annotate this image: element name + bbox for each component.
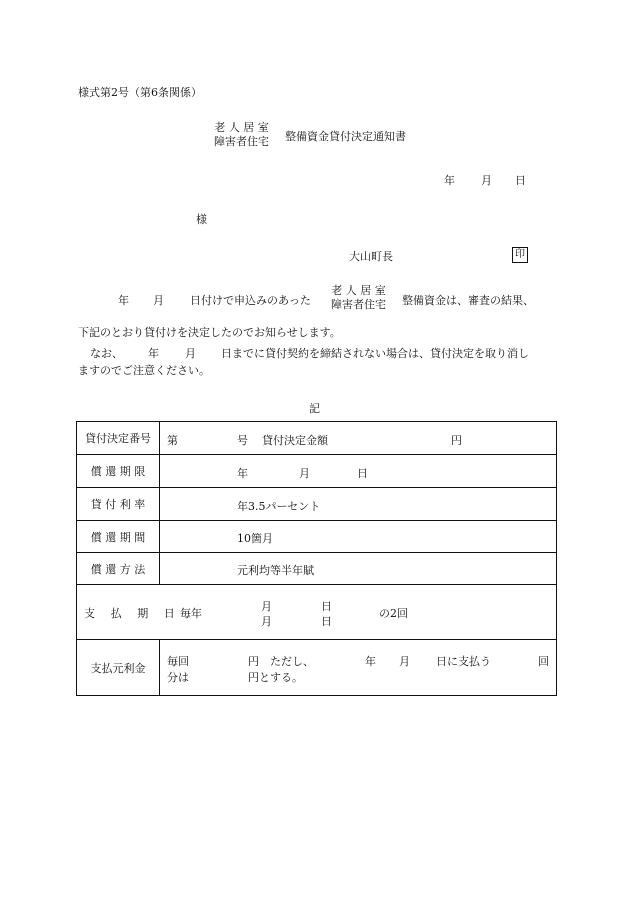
payment-month2: 月 [261, 615, 272, 628]
form-number: 様式第2号（第6条関係） [78, 86, 202, 99]
deadline-day: 日 [357, 467, 368, 480]
title-stack-bottom: 障害者住宅 [214, 135, 269, 148]
date-day: 日 [515, 174, 526, 187]
pi-month: 月 [399, 655, 410, 668]
decision-go: 号 [237, 434, 248, 447]
table-row-principal-interest [77, 640, 557, 696]
body-line1-tail: 整備資金は、審査の結果、 [402, 294, 534, 307]
repayment-period-text: 10箇月 [237, 532, 273, 545]
table-row-repayment-period [77, 521, 557, 553]
value-repayment-period [160, 521, 557, 553]
recipient-honorific: 様 [196, 213, 207, 226]
decision-yen: 円 [451, 434, 462, 447]
body-line3-year: 年 [148, 347, 159, 360]
deadline-year: 年 [237, 467, 248, 480]
deadline-month: 月 [299, 467, 310, 480]
value-payment-dates [77, 585, 557, 640]
body-stack [331, 284, 386, 312]
pi-kai: 回 [538, 655, 549, 668]
decision-amount-label: 貸付決定金額 [262, 434, 328, 447]
pi-year: 年 [365, 655, 376, 668]
value-repayment-method [160, 553, 557, 585]
body-line3-prefix: なお、 [90, 347, 123, 360]
body-month: 月 [153, 294, 164, 307]
pi-yen-end: 円とする。 [248, 671, 303, 684]
label-repayment-method: 償 還 方 法 [77, 553, 160, 585]
body-stack-bottom: 障害者住宅 [331, 298, 386, 311]
payment-month1: 月 [261, 600, 272, 613]
label-payment-dates: 支 払 期 日 [84, 607, 181, 620]
pi-each: 毎回 [167, 655, 189, 668]
value-repayment-deadline [160, 455, 557, 488]
label-interest-rate: 貸 付 利 率 [77, 488, 160, 521]
body-stack-top: 老 人 居 室 [331, 284, 386, 297]
label-decision-number: 貸付決定番号 [77, 422, 160, 455]
body-line3-text: 日までに貸付契約を締結されない場合は、貸付決定を取り消し [221, 347, 529, 360]
title-stack-top: 老 人 居 室 [214, 121, 269, 134]
issuer-name: 大山町長 [349, 250, 393, 263]
payment-day1: 日 [321, 600, 332, 613]
value-interest-rate [160, 488, 557, 521]
table-row-interest-rate [77, 488, 557, 521]
repayment-method-text: 元利均等半年賦 [237, 564, 314, 577]
pi-bun: 分は [167, 671, 189, 684]
date-year: 年 [444, 174, 455, 187]
loan-details-table [76, 421, 557, 696]
label-repayment-deadline: 償 還 期 限 [77, 455, 160, 488]
body-line1-text: 日付けで申込みのあった [190, 294, 311, 307]
table-row-repayment-deadline [77, 455, 557, 488]
value-decision-number [160, 422, 557, 455]
decision-dai: 第 [167, 434, 178, 447]
interest-rate-text: 年3.5パーセント [237, 500, 321, 513]
payment-times: の2回 [379, 607, 408, 620]
date-month: 月 [481, 174, 492, 187]
body-year: 年 [118, 294, 129, 307]
pi-pay-on: 日に支払う [436, 655, 491, 668]
label-principal-interest: 支払元利金 [77, 640, 160, 696]
label-repayment-period: 償 還 期 間 [77, 521, 160, 553]
table-row-decision-number [77, 422, 557, 455]
table-row-payment-dates [77, 585, 557, 640]
ki-label: 記 [309, 402, 320, 415]
payment-every-year: 毎年 [180, 607, 202, 620]
body-line3-month: 月 [185, 347, 196, 360]
title-stack [214, 121, 269, 149]
pi-yen-proviso: 円 ただし、 [248, 655, 314, 668]
payment-day2: 日 [321, 615, 332, 628]
body-line4: ますのでご注意ください。 [78, 364, 210, 377]
seal-mark: 印 [512, 247, 528, 263]
title-suffix: 整備資金貸付決定通知書 [285, 130, 406, 143]
table-row-repayment-method [77, 553, 557, 585]
value-principal-interest [160, 640, 557, 696]
body-line2: 下記のとおり貸付けを決定したのでお知らせします。 [78, 326, 341, 339]
